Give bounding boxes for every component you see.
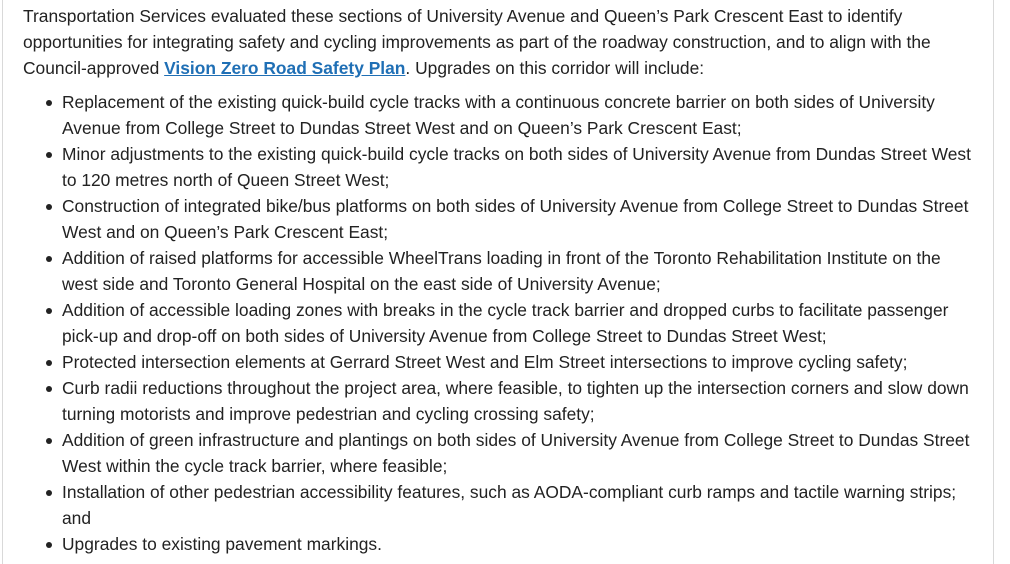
bullet-icon [46,204,52,210]
bullet-icon [46,256,52,262]
bullet-icon [46,490,52,496]
list-item-text: Upgrades to existing pavement markings. [62,534,382,554]
bullet-icon [46,438,52,444]
upgrades-list [23,89,978,557]
list-item [23,479,978,531]
list-item-text: Addition of accessible loading zones with breaks in the cycle track barrier and dropped curbs to facilitate passenger pick-up and drop-off on both sides of University Avenue from College Street to Dundas Street West; [62,300,949,346]
list-item-text: Minor adjustments to the existing quick-build cycle tracks on both sides of University Avenue from Dundas Street West to 120 metres north of Queen Street West; [62,144,971,190]
list-item [23,193,978,245]
list-item [23,89,978,141]
list-item [23,297,978,349]
list-item-text: Addition of raised platforms for accessible WheelTrans loading in front of the Toronto Rehabilitation Institute on the west side and Toronto General Hospital on the east side of University Avenue; [62,248,941,294]
bullet-icon [46,386,52,392]
list-item [23,531,978,557]
list-item [23,427,978,479]
intro-text-start: Transportation Services evaluated these sections of University Avenue and Queen’s Park Crescent East to identify opportunities for integrating safety and cycling improvements as part of the roadway construction, and to align with the Council-approved [23,6,931,78]
list-item-text: Installation of other pedestrian accessibility features, such as AODA-compliant curb ramps and tactile warning strips; and [62,482,957,528]
list-item-text: Construction of integrated bike/bus platforms on both sides of University Avenue from College Street to Dundas Street West and on Queen’s Park Crescent East; [62,196,969,242]
list-item-text: Protected intersection elements at Gerrard Street West and Elm Street intersections to improve cycling safety; [62,352,908,372]
list-item [23,375,978,427]
vision-zero-plan-link[interactable]: Vision Zero Road Safety Plan [164,58,406,78]
bullet-icon [46,542,52,548]
bullet-icon [46,308,52,314]
article-body [23,3,978,557]
list-item [23,245,978,297]
intro-text-end: . Upgrades on this corridor will include: [405,58,705,78]
list-item-text: Replacement of the existing quick-build cycle tracks with a continuous concrete barrier on both sides of University Avenue from College Street to Dundas Street West and on Queen’s Park Crescent East; [62,92,935,138]
bullet-icon [46,360,52,366]
bullet-icon [46,152,52,158]
list-item [23,141,978,193]
intro-paragraph [23,3,978,81]
list-item [23,349,978,375]
list-item-text: Curb radii reductions throughout the project area, where feasible, to tighten up the intersection corners and slow down turning motorists and improve pedestrian and cycling crossing safety; [62,378,969,424]
content-panel [2,0,994,564]
list-item-text: Addition of green infrastructure and plantings on both sides of University Avenue from College Street to Dundas Street West within the cycle track barrier, where feasible; [62,430,970,476]
bullet-icon [46,100,52,106]
